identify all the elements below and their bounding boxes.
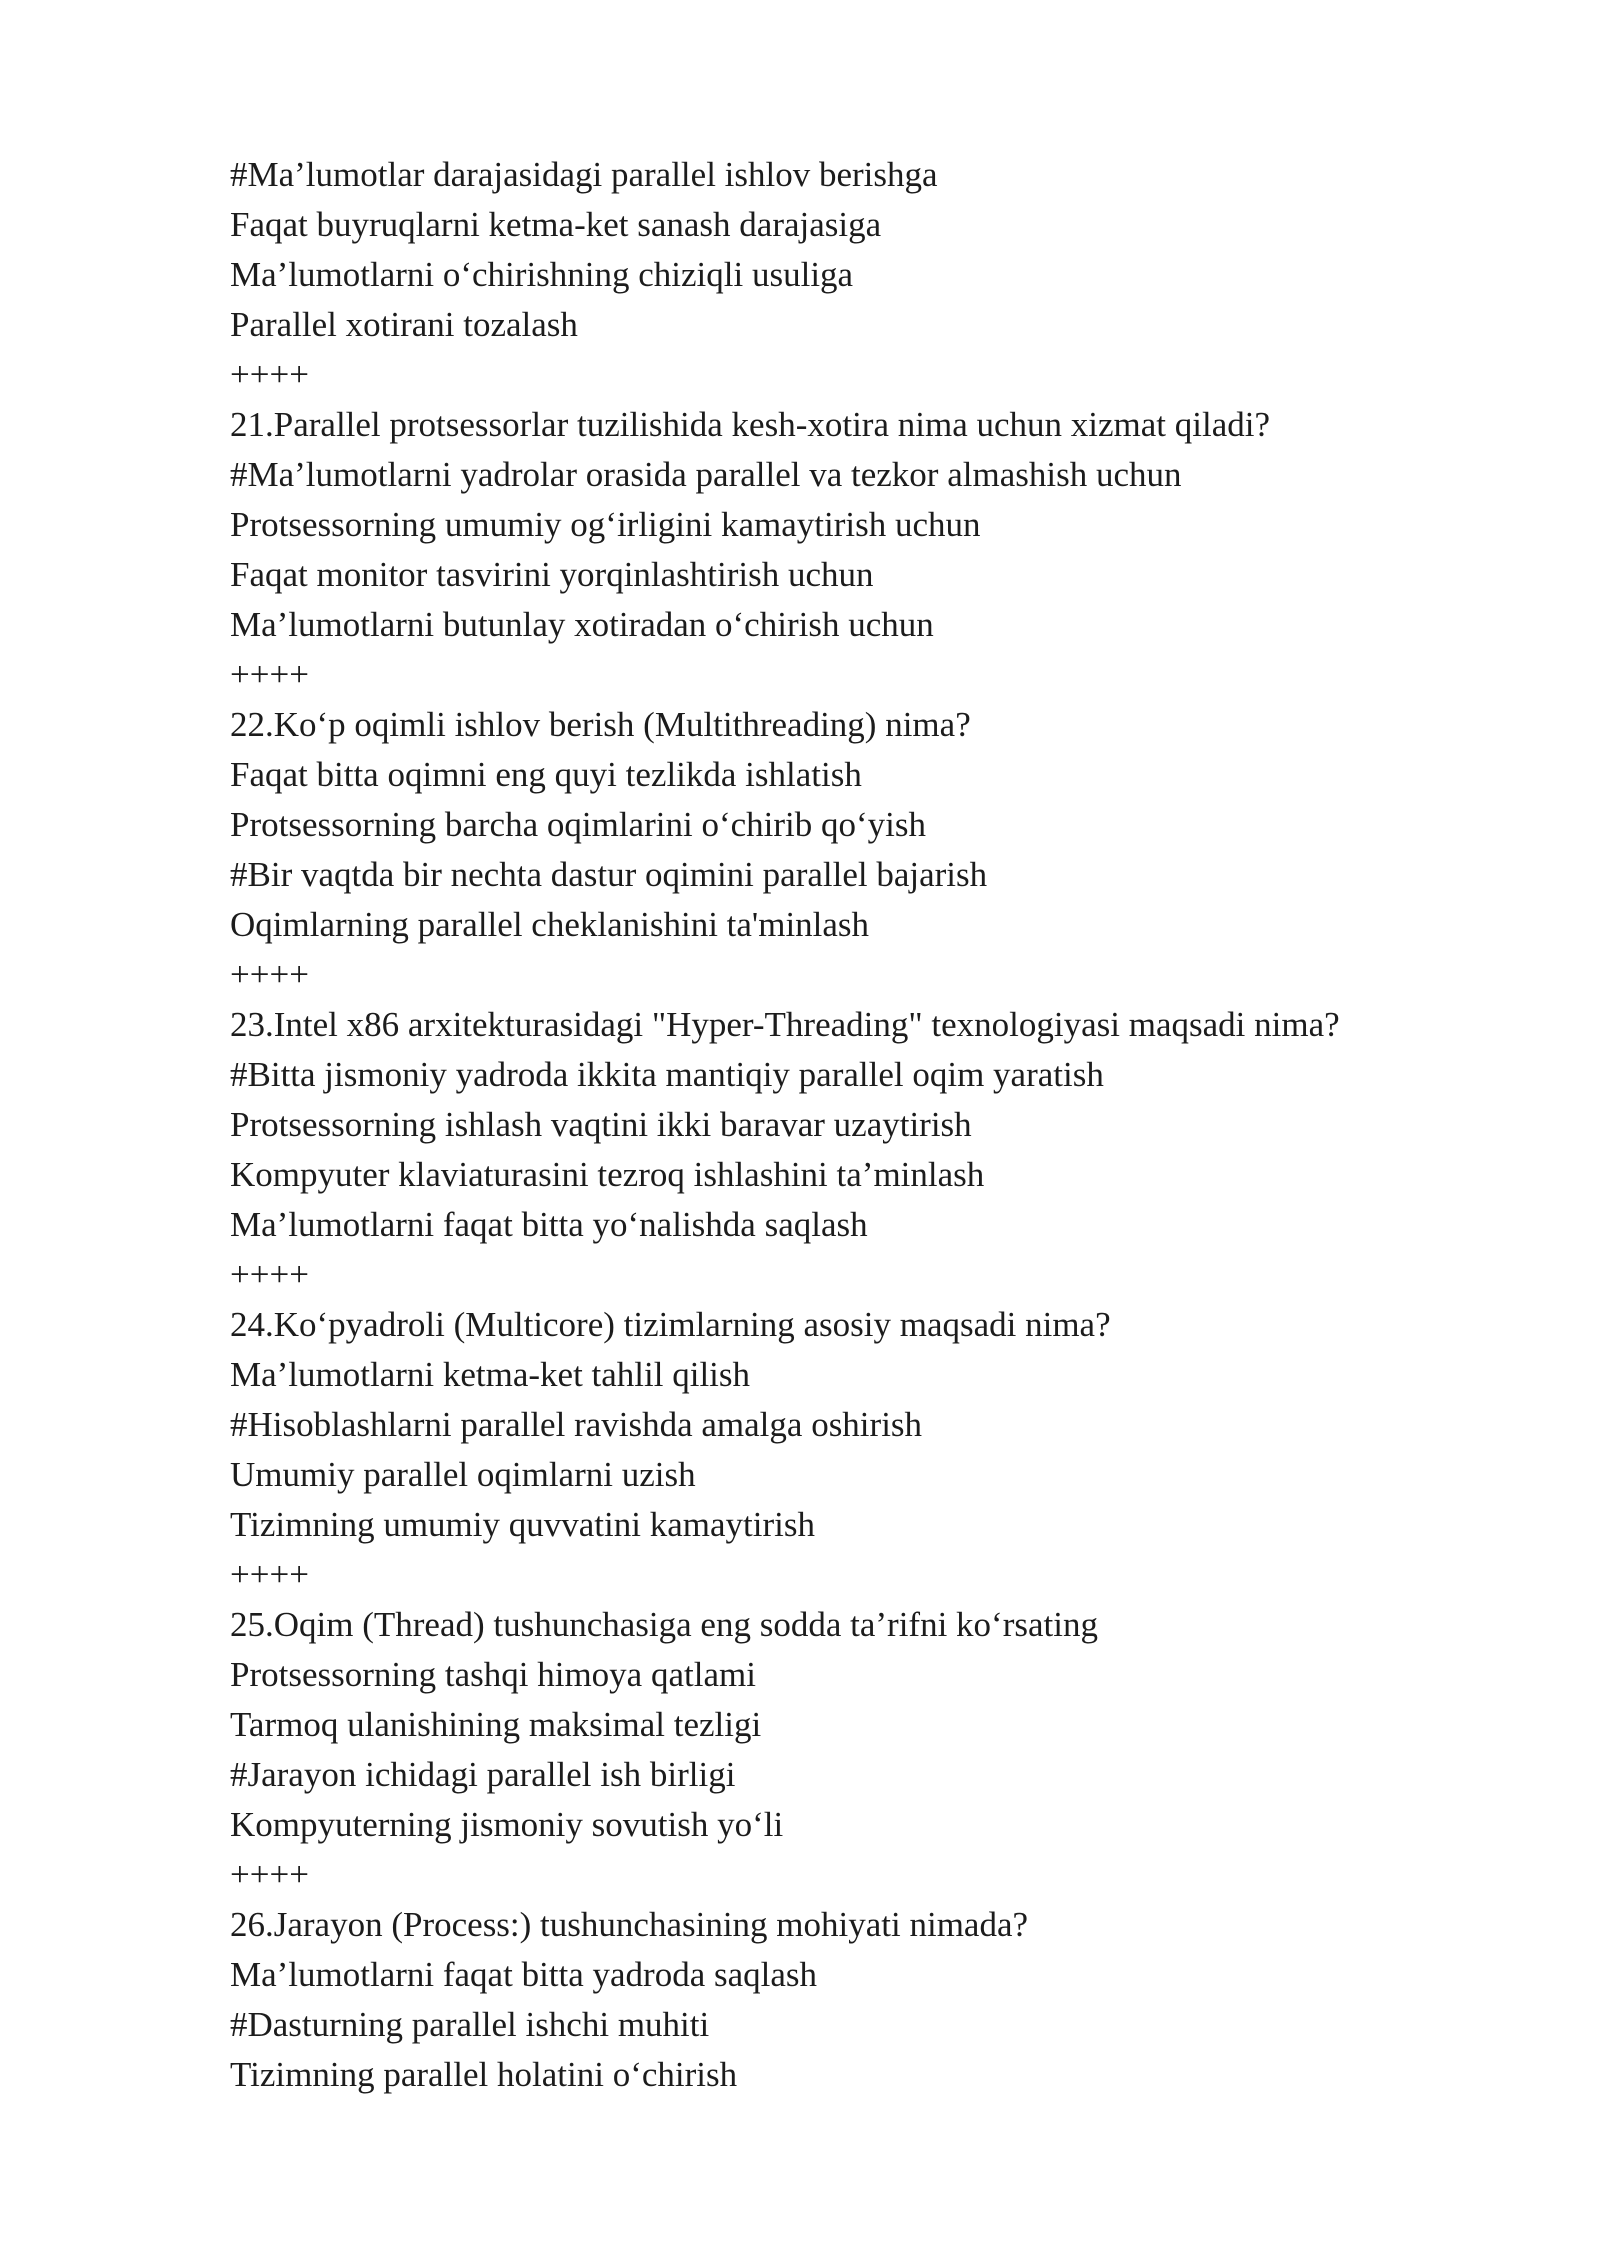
question-text: 23.Intel x86 arxitekturasidagi "Hyper-Threading" texnologiyasi maqsadi nima? xyxy=(230,1005,1340,1044)
answer-option: Ma’lumotlarni faqat bitta yadroda saqlash xyxy=(230,1955,818,1994)
answer-option: #Hisoblashlarni parallel ravishda amalga oshirish xyxy=(230,1405,923,1444)
answer-option: Protsessorning ishlash vaqtini ikki baravar uzaytirish xyxy=(230,1105,972,1144)
answer-option: Kompyuter klaviaturasini tezroq ishlashini ta’minlash xyxy=(230,1155,985,1194)
question-separator: ++++ xyxy=(230,1555,309,1594)
question-text: 22.Ko‘p oqimli ishlov berish (Multithreading) nima? xyxy=(230,705,971,744)
answer-option: Tizimning umumiy quvvatini kamaytirish xyxy=(230,1505,815,1544)
answer-option: Ma’lumotlarni butunlay xotiradan o‘chirish uchun xyxy=(230,605,934,644)
question-text: 24.Ko‘pyadroli (Multicore) tizimlarning asosiy maqsadi nima? xyxy=(230,1305,1111,1344)
answer-option: Protsessorning barcha oqimlarini o‘chirib qo‘yish xyxy=(230,805,926,844)
answer-option: #Dasturning parallel ishchi muhiti xyxy=(230,2005,710,2044)
answer-option: Tizimning parallel holatini o‘chirish xyxy=(230,2055,738,2094)
document-page xyxy=(230,150,1530,2100)
answer-option: Parallel xotirani tozalash xyxy=(230,305,578,344)
answer-option: Ma’lumotlarni ketma-ket tahlil qilish xyxy=(230,1355,751,1394)
question-separator: ++++ xyxy=(230,1855,309,1894)
question-text: 26.Jarayon (Process:) tushunchasining mohiyati nimada? xyxy=(230,1905,1029,1944)
answer-option: Umumiy parallel oqimlarni uzish xyxy=(230,1455,696,1494)
question-separator: ++++ xyxy=(230,1255,309,1294)
question-separator: ++++ xyxy=(230,955,309,994)
question-separator: ++++ xyxy=(230,355,309,394)
answer-option: Faqat buyruqlarni ketma-ket sanash darajasiga xyxy=(230,205,882,244)
answer-option: Ma’lumotlarni faqat bitta yo‘nalishda saqlash xyxy=(230,1205,868,1244)
answer-option: Ma’lumotlarni o‘chirishning chiziqli usuliga xyxy=(230,255,854,294)
question-text: 25.Oqim (Thread) tushunchasiga eng sodda ta’rifni ko‘rsating xyxy=(230,1605,1098,1644)
answer-option: #Bir vaqtda bir nechta dastur oqimini parallel bajarish xyxy=(230,855,988,894)
answer-option: #Ma’lumotlarni yadrolar orasida parallel va tezkor almashish uchun xyxy=(230,455,1182,494)
answer-option: Protsessorning tashqi himoya qatlami xyxy=(230,1655,756,1694)
answer-option: Tarmoq ulanishining maksimal tezligi xyxy=(230,1705,762,1744)
answer-option: #Jarayon ichidagi parallel ish birligi xyxy=(230,1755,736,1794)
answer-option: #Bitta jismoniy yadroda ikkita mantiqiy parallel oqim yaratish xyxy=(230,1055,1104,1094)
answer-option: Kompyuterning jismoniy sovutish yo‘li xyxy=(230,1805,784,1844)
answer-option: Oqimlarning parallel cheklanishini ta'minlash xyxy=(230,905,870,944)
answer-option: #Ma’lumotlar darajasidagi parallel ishlov berishga xyxy=(230,155,938,194)
answer-option: Faqat bitta oqimni eng quyi tezlikda ishlatish xyxy=(230,755,862,794)
answer-option: Protsessorning umumiy og‘irligini kamaytirish uchun xyxy=(230,505,981,544)
answer-option: Faqat monitor tasvirini yorqinlashtirish uchun xyxy=(230,555,874,594)
question-text: 21.Parallel protsessorlar tuzilishida kesh-xotira nima uchun xizmat qiladi? xyxy=(230,405,1271,444)
question-separator: ++++ xyxy=(230,655,309,694)
